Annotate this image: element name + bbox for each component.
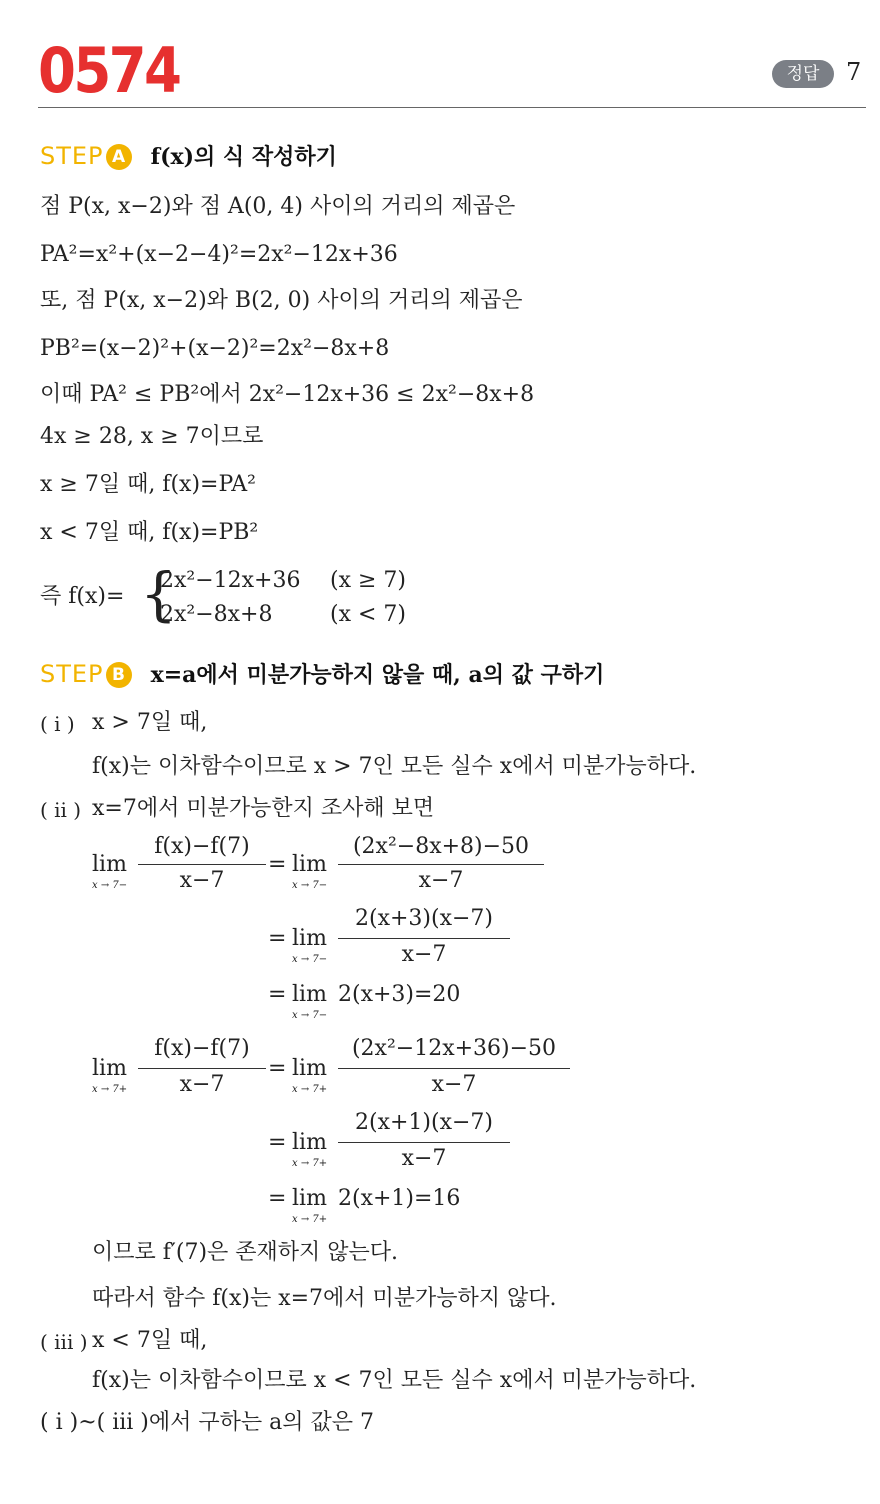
right-den-2: x−7 (401, 1146, 447, 1171)
step-a-heading (40, 140, 337, 171)
fraction-bar (138, 1068, 266, 1069)
conclusion-2: 따라서 함수 f(x)는 x=7에서 미분가능하지 않다. (92, 1286, 557, 1311)
case-ii-marker: ( ii ) (40, 798, 82, 822)
case-i-marker: ( i ) (40, 712, 75, 736)
step-a-line-3: 또, 점 P(x, x−2)와 B(2, 0) 사이의 거리의 제곱은 (40, 288, 523, 313)
problem-number: 0574 (38, 34, 180, 107)
step-a-line-1: 점 P(x, x−2)와 점 A(0, 4) 사이의 거리의 제곱은 (40, 194, 516, 219)
left-lim-3-sub: x → 7− (292, 954, 328, 965)
right-limit-result: 2(x+1)=16 (338, 1186, 461, 1211)
case-ii-head: x=7에서 미분가능한지 조사해 보면 (92, 796, 435, 821)
piecewise-case-1: 2x²−12x+36 (160, 568, 301, 593)
piecewise-cond-2: (x < 7) (330, 602, 406, 627)
step-a-title: f(x)의 식 작성하기 (150, 144, 337, 170)
left-den-1: x−7 (418, 868, 464, 893)
step-a-line-8: x < 7일 때, f(x)=PB² (40, 520, 259, 545)
case-iii-body: f(x)는 이차함수이므로 x < 7인 모든 실수 x에서 미분가능하다. (92, 1368, 697, 1393)
right-lim-2: lim (292, 1056, 327, 1081)
right-lim-4-sub: x → 7+ (292, 1214, 328, 1225)
equals-sign: = (268, 926, 287, 951)
fraction-bar (338, 938, 510, 939)
equals-sign: = (268, 1056, 287, 1081)
fraction-bar (138, 864, 266, 865)
equals-sign: = (268, 1130, 287, 1155)
fraction-bar (338, 1142, 510, 1143)
equals-sign: = (268, 852, 287, 877)
piecewise-cond-1: (x ≥ 7) (330, 568, 406, 593)
step-a-line-7: x ≥ 7일 때, f(x)=PA² (40, 472, 256, 497)
fraction-bar (338, 1068, 570, 1069)
left-lim-1-sub: x → 7− (92, 880, 128, 891)
step-a-label: STEP (40, 142, 104, 170)
right-lim-2-sub: x → 7+ (292, 1084, 328, 1095)
step-b-label: STEP (40, 660, 104, 688)
step-a-line-6: 4x ≥ 28, x ≥ 7이므로 (40, 424, 264, 449)
right-den-1: x−7 (431, 1072, 477, 1097)
piecewise-case-2: 2x²−8x+8 (160, 602, 273, 627)
answer-value: 7 (846, 58, 862, 86)
step-a-line-2: PA²=x²+(x−2−4)²=2x²−12x+36 (40, 242, 398, 267)
step-a-letter-badge: A (106, 144, 132, 170)
diff-quotient-num-left: f(x)−f(7) (154, 834, 250, 859)
right-lim-1: lim (92, 1056, 127, 1081)
step-b-heading (40, 658, 604, 689)
left-den-2: x−7 (401, 942, 447, 967)
fraction-bar (338, 864, 544, 865)
header-divider (38, 107, 866, 108)
left-lim-3: lim (292, 926, 327, 951)
left-lim-1: lim (92, 852, 127, 877)
final-answer-line: ( i )~( iii )에서 구하는 a의 값은 7 (40, 1410, 374, 1435)
right-num-2: 2(x+1)(x−7) (354, 1110, 493, 1135)
piecewise-prefix: 즉 f(x)= (40, 584, 125, 609)
left-limit-result: 2(x+3)=20 (338, 982, 461, 1007)
case-i-head: x > 7일 때, (92, 710, 208, 735)
step-a-line-4: PB²=(x−2)²+(x−2)²=2x²−8x+8 (40, 336, 390, 361)
right-lim-1-sub: x → 7+ (92, 1084, 128, 1095)
case-iii-marker: ( iii ) (40, 1330, 88, 1354)
diff-quotient-den-right: x−7 (179, 1072, 225, 1097)
case-iii-head: x < 7일 때, (92, 1328, 208, 1353)
equals-sign: = (268, 982, 287, 1007)
conclusion-1: 이므로 f′(7)은 존재하지 않는다. (92, 1240, 399, 1265)
step-b-letter-badge: B (106, 662, 132, 688)
case-i-body: f(x)는 이차함수이므로 x > 7인 모든 실수 x에서 미분가능하다. (92, 754, 697, 779)
step-b-title: x=a에서 미분가능하지 않을 때, a의 값 구하기 (150, 662, 605, 688)
diff-quotient-num-right: f(x)−f(7) (154, 1036, 250, 1061)
right-lim-3: lim (292, 1130, 327, 1155)
left-lim-4-sub: x → 7− (292, 1010, 328, 1021)
piecewise-brace: { (140, 560, 177, 628)
equals-sign: = (268, 1186, 287, 1211)
left-num-1: (2x²−8x+8)−50 (352, 834, 530, 859)
answer-badge: 정답 (772, 60, 834, 88)
right-num-1: (2x²−12x+36)−50 (351, 1036, 557, 1061)
right-lim-3-sub: x → 7+ (292, 1158, 328, 1169)
step-a-line-5: 이때 PA² ≤ PB²에서 2x²−12x+36 ≤ 2x²−8x+8 (40, 382, 535, 407)
left-num-2: 2(x+3)(x−7) (354, 906, 493, 931)
left-lim-2: lim (292, 852, 327, 877)
right-lim-4: lim (292, 1186, 327, 1211)
left-lim-2-sub: x → 7− (292, 880, 328, 891)
diff-quotient-den-left: x−7 (179, 868, 225, 893)
left-lim-4: lim (292, 982, 327, 1007)
